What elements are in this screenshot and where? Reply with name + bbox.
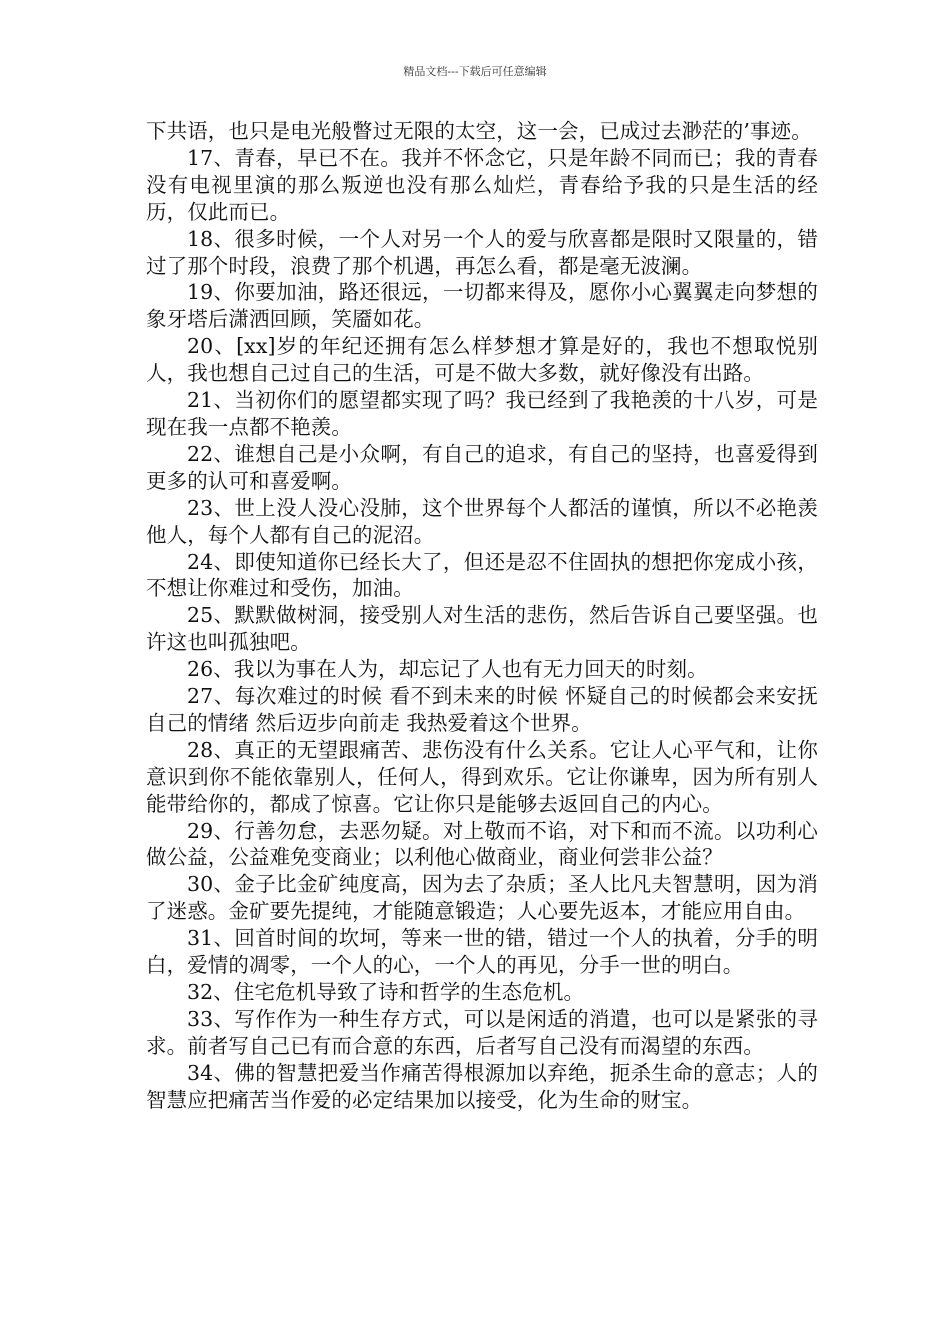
paragraph-21: 21、当初你们的愿望都实现了吗？我已经到了我艳羡的十八岁，可是现在我一点都不艳羡。 — [146, 388, 818, 439]
paragraph-28: 28、真正的无望跟痛苦、悲伤没有什么关系。它让人心平气和，让你意识到你不能依靠别人，任何人，得到欢乐。它让你谦卑，因为所有别人能带给你的，都成了惊喜。它让你只是能够去返回自己的内心。 — [146, 737, 818, 816]
paragraph-27: 27、每次难过的时候 看不到未来的时候 怀疑自己的时候都会来安抚自己的情绪 然后迈步向前走 我热爱着这个世界。 — [146, 684, 818, 735]
paragraph-30: 30、金子比金矿纯度高，因为去了杂质；圣人比凡夫智慧明，因为消了迷惑。金矿要先提纯，才能随意锻造；人心要先返本，才能应用自由。 — [146, 872, 818, 924]
paragraph-20: 20、[xx]岁的年纪还拥有怎么样梦想才算是好的，我也不想取悦别人，我也想自己过自己的生活，可是不做大多数，就好像没有出路。 — [146, 334, 818, 386]
paragraph-17: 17、青春，早已不在。我并不怀念它，只是年龄不同而已；我的青春没有电视里演的那么叛逆也没有那么灿烂，青春给予我的只是生活的经历，仅此而已。 — [146, 145, 818, 224]
paragraph-32: 32、住宅危机导致了诗和哲学的生态危机。 — [187, 980, 585, 1004]
paragraph-26: 26、我以为事在人为，却忘记了人也有无力回天的时刻。 — [187, 657, 708, 682]
paragraph-25: 25、默默做树洞，接受别人对生活的悲伤，然后告诉自己要坚强。也许这也叫孤独吧。 — [146, 603, 818, 655]
paragraph-34: 34、佛的智慧把爱当作痛苦得根源加以弃绝，扼杀生命的意志；人的智慧应把痛苦当作爱的必定结果加以接受，化为生命的财宝。 — [146, 1060, 818, 1112]
paragraph-18: 18、很多时候，一个人对另一个人的爱与欣喜都是限时又限量的，错过了那个时段，浪费了那个机遇，再怎么看，都是毫无波澜。 — [146, 226, 818, 278]
paragraph-31: 31、回首时间的坎坷，等来一世的错，错过一个人的执着，分手的明白，爱情的凋零，一个人的心，一个人的再见，分手一世的明白。 — [146, 926, 818, 978]
paragraph-24: 24、即使知道你已经长大了，但还是忍不住固执的想把你宠成小孩，不想让你难过和受伤，加油。 — [146, 549, 818, 601]
paragraph-continuation: 下共语，也只是电光般瞥过无限的太空，这一会，已成过去渺茫的’事迹。 — [146, 119, 812, 143]
paragraph-22: 22、谁想自己是小众啊，有自己的追求，有自己的坚持，也喜爱得到更多的认可和喜爱啊。 — [146, 441, 818, 493]
paragraph-23: 23、世上没人没心没肺，这个世界每个人都活的谨慎，所以不必艳羡他人，每个人都有自己的泥沼。 — [146, 495, 818, 547]
paragraph-33: 33、写作作为一种生存方式，可以是闲适的消遣，也可以是紧张的寻求。前者写自己已有而合意的东西，后者写自己没有而渴望的东西。 — [146, 1006, 818, 1058]
paragraph-29: 29、行善勿怠，去恶勿疑。对上敬而不谄，对下和而不流。以功利心做公益，公益难免变商业；以利他心做商业，商业何尝非公益？ — [146, 818, 818, 870]
document-body — [146, 118, 818, 1114]
paragraph-19: 19、你要加油，路还很远，一切都来得及，愿你小心翼翼走向梦想的象牙塔后潇洒回顾，笑靥如花。 — [146, 280, 818, 332]
page-header: 精品文档---下载后可任意编辑 — [403, 65, 547, 78]
